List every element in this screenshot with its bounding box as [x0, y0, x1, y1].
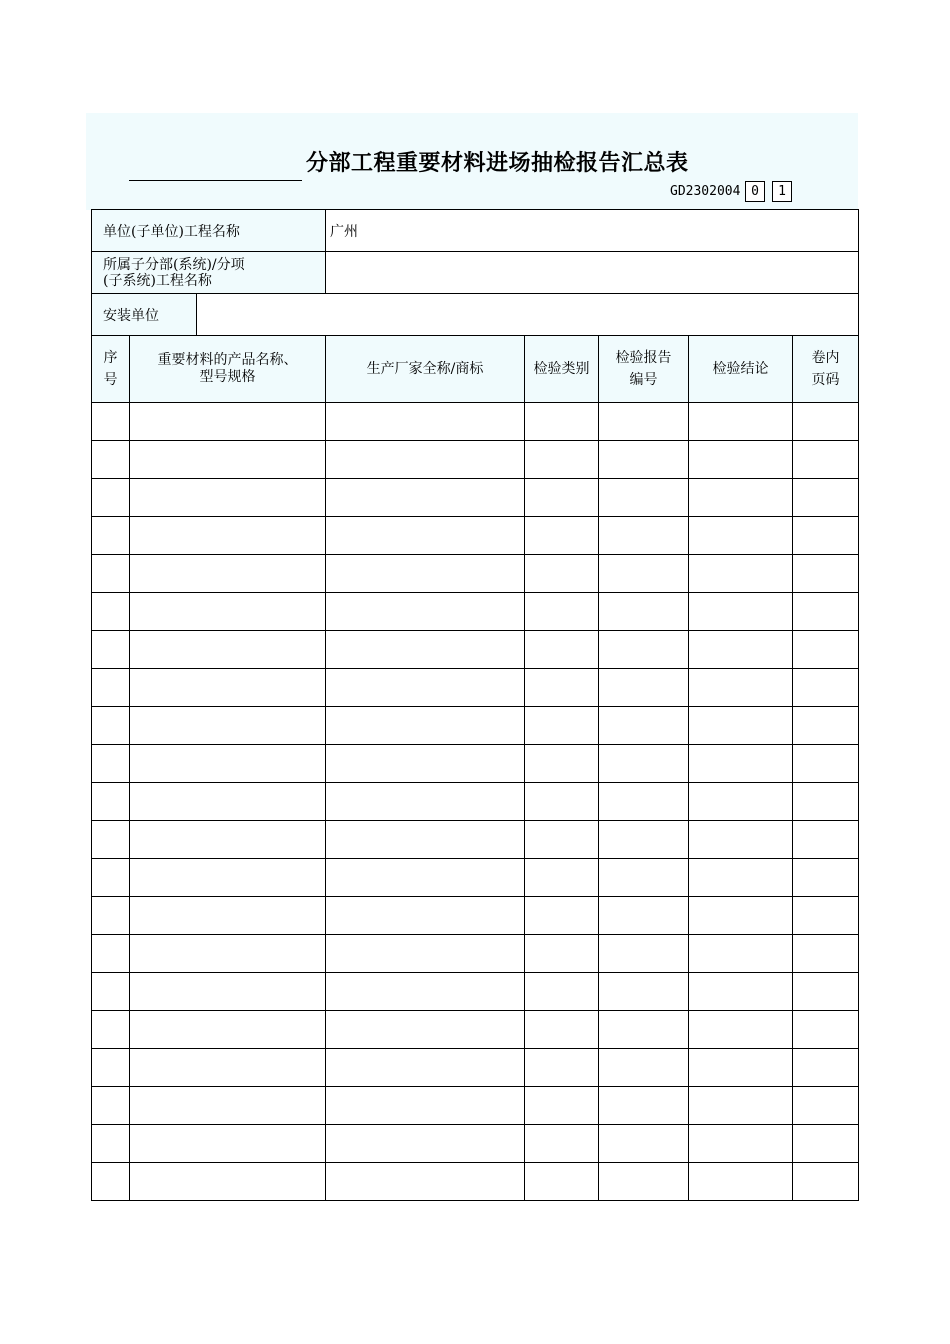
table-row — [92, 783, 859, 821]
cell-material[interactable] — [130, 555, 326, 593]
cell-manufacturer[interactable] — [326, 517, 525, 555]
cell-inspect-type[interactable] — [525, 783, 599, 821]
cell-manufacturer[interactable] — [326, 707, 525, 745]
cell-manufacturer[interactable] — [326, 631, 525, 669]
cell-page[interactable] — [793, 745, 859, 783]
cell-inspect-type[interactable] — [525, 1163, 599, 1201]
data-rows — [92, 403, 859, 1201]
cell-page[interactable] — [793, 859, 859, 897]
title-blank-line[interactable] — [129, 180, 302, 181]
cell-conclusion[interactable] — [689, 1087, 793, 1125]
cell-seq[interactable] — [92, 441, 130, 479]
cell-conclusion[interactable] — [689, 1049, 793, 1087]
cell-conclusion[interactable] — [689, 935, 793, 973]
cell-report-no[interactable] — [599, 821, 689, 859]
cell-conclusion[interactable] — [689, 631, 793, 669]
cell-seq[interactable] — [92, 403, 130, 441]
table-row — [92, 745, 859, 783]
cell-page[interactable] — [793, 555, 859, 593]
cell-material[interactable] — [130, 897, 326, 935]
cell-conclusion[interactable] — [689, 1125, 793, 1163]
cell-seq[interactable] — [92, 707, 130, 745]
table-row — [92, 1163, 859, 1201]
cell-material[interactable] — [130, 707, 326, 745]
cell-material[interactable] — [130, 441, 326, 479]
table-row — [92, 441, 859, 479]
cell-conclusion[interactable] — [689, 1011, 793, 1049]
cell-conclusion[interactable] — [689, 403, 793, 441]
sub-division-label — [92, 252, 326, 294]
col-seq-line1: 序 — [103, 350, 118, 366]
table-row — [92, 403, 859, 441]
cell-inspect-type[interactable] — [525, 1049, 599, 1087]
cell-manufacturer[interactable] — [326, 479, 525, 517]
cell-page[interactable] — [793, 479, 859, 517]
col-manufacturer-header: 生产厂家全称/商标 — [326, 336, 525, 403]
cell-material[interactable] — [130, 973, 326, 1011]
install-unit-row — [92, 294, 859, 336]
cell-page[interactable] — [793, 669, 859, 707]
cell-conclusion[interactable] — [689, 517, 793, 555]
cell-conclusion[interactable] — [689, 745, 793, 783]
col-material-header — [130, 336, 326, 403]
cell-inspect-type[interactable] — [525, 935, 599, 973]
cell-material[interactable] — [130, 479, 326, 517]
col-seq-line2: 号 — [103, 372, 118, 388]
col-report-no-line2: 编号 — [629, 372, 658, 388]
summary-form — [91, 209, 859, 1201]
cell-page[interactable] — [793, 783, 859, 821]
cell-report-no[interactable] — [599, 1087, 689, 1125]
cell-inspect-type[interactable] — [525, 593, 599, 631]
cell-report-no[interactable] — [599, 669, 689, 707]
cell-inspect-type[interactable] — [525, 897, 599, 935]
cell-report-no[interactable] — [599, 517, 689, 555]
cell-inspect-type[interactable] — [525, 403, 599, 441]
cell-manufacturer[interactable] — [326, 669, 525, 707]
col-conclusion-header: 检验结论 — [689, 336, 793, 403]
cell-material[interactable] — [130, 1163, 326, 1201]
cell-report-no[interactable] — [599, 707, 689, 745]
cell-material[interactable] — [130, 1049, 326, 1087]
cell-conclusion[interactable] — [689, 859, 793, 897]
cell-conclusion[interactable] — [689, 555, 793, 593]
table-row — [92, 973, 859, 1011]
cell-material[interactable] — [130, 403, 326, 441]
cell-manufacturer[interactable] — [326, 783, 525, 821]
cell-material[interactable] — [130, 1011, 326, 1049]
cell-manufacturer[interactable] — [326, 897, 525, 935]
table-row — [92, 631, 859, 669]
cell-page[interactable] — [793, 1163, 859, 1201]
cell-seq[interactable] — [92, 897, 130, 935]
cell-report-no[interactable] — [599, 783, 689, 821]
cell-material[interactable] — [130, 1125, 326, 1163]
cell-report-no[interactable] — [599, 555, 689, 593]
cell-report-no[interactable] — [599, 1125, 689, 1163]
cell-material[interactable] — [130, 783, 326, 821]
cell-seq[interactable] — [92, 517, 130, 555]
cell-report-no[interactable] — [599, 479, 689, 517]
cell-seq[interactable] — [92, 479, 130, 517]
col-page-line1: 卷内 — [811, 350, 840, 366]
table-row — [92, 517, 859, 555]
cell-page[interactable] — [793, 441, 859, 479]
cell-report-no[interactable] — [599, 1011, 689, 1049]
cell-manufacturer[interactable] — [326, 593, 525, 631]
table-row — [92, 859, 859, 897]
table-row — [92, 669, 859, 707]
cell-page[interactable] — [793, 1087, 859, 1125]
cell-conclusion[interactable] — [689, 1163, 793, 1201]
page-title: 分部工程重要材料进场抽检报告汇总表 — [306, 151, 689, 176]
col-report-no-line1: 检验报告 — [615, 350, 672, 366]
col-material-line2: 型号规格 — [199, 369, 256, 385]
cell-page[interactable] — [793, 1049, 859, 1087]
cell-report-no[interactable] — [599, 897, 689, 935]
sub-division-label-line1: 所属子分部(系统)/分项 — [103, 256, 245, 273]
col-page-header — [793, 336, 859, 403]
cell-conclusion[interactable] — [689, 707, 793, 745]
table-row — [92, 1087, 859, 1125]
cell-manufacturer[interactable] — [326, 821, 525, 859]
cell-conclusion[interactable] — [689, 593, 793, 631]
cell-inspect-type[interactable] — [525, 555, 599, 593]
cell-inspect-type[interactable] — [525, 1087, 599, 1125]
cell-manufacturer[interactable] — [326, 1125, 525, 1163]
cell-material[interactable] — [130, 517, 326, 555]
install-unit-field[interactable] — [197, 294, 859, 336]
cell-inspect-type[interactable] — [525, 745, 599, 783]
cell-seq[interactable] — [92, 1087, 130, 1125]
cell-inspect-type[interactable] — [525, 1011, 599, 1049]
cell-inspect-type[interactable] — [525, 517, 599, 555]
cell-inspect-type[interactable] — [525, 441, 599, 479]
cell-seq[interactable] — [92, 555, 130, 593]
cell-page[interactable] — [793, 935, 859, 973]
cell-inspect-type[interactable] — [525, 821, 599, 859]
sub-division-row — [92, 252, 859, 294]
cell-material[interactable] — [130, 631, 326, 669]
table-row — [92, 479, 859, 517]
cell-material[interactable] — [130, 669, 326, 707]
cell-seq[interactable] — [92, 631, 130, 669]
table-row — [92, 935, 859, 973]
col-material-line1: 重要材料的产品名称、 — [157, 352, 298, 368]
cell-manufacturer[interactable] — [326, 935, 525, 973]
cell-report-no[interactable] — [599, 631, 689, 669]
cell-page[interactable] — [793, 1125, 859, 1163]
cell-manufacturer[interactable] — [326, 1087, 525, 1125]
table-row — [92, 821, 859, 859]
cell-conclusion[interactable] — [689, 441, 793, 479]
cell-report-no[interactable] — [599, 1049, 689, 1087]
cell-seq[interactable] — [92, 935, 130, 973]
cell-page[interactable] — [793, 973, 859, 1011]
cell-report-no[interactable] — [599, 441, 689, 479]
unit-project-label: 单位(子单位)工程名称 — [92, 210, 326, 252]
cell-seq[interactable] — [92, 859, 130, 897]
cell-report-no[interactable] — [599, 859, 689, 897]
cell-page[interactable] — [793, 707, 859, 745]
col-page-line2: 页码 — [811, 372, 840, 388]
cell-material[interactable] — [130, 593, 326, 631]
cell-conclusion[interactable] — [689, 783, 793, 821]
cell-manufacturer[interactable] — [326, 859, 525, 897]
code-box-2[interactable]: 1 — [772, 181, 792, 202]
cell-inspect-type[interactable] — [525, 479, 599, 517]
cell-seq[interactable] — [92, 821, 130, 859]
cell-seq[interactable] — [92, 783, 130, 821]
cell-inspect-type[interactable] — [525, 707, 599, 745]
cell-page[interactable] — [793, 1011, 859, 1049]
cell-material[interactable] — [130, 745, 326, 783]
cell-conclusion[interactable] — [689, 479, 793, 517]
cell-manufacturer[interactable] — [326, 555, 525, 593]
cell-report-no[interactable] — [599, 745, 689, 783]
cell-seq[interactable] — [92, 669, 130, 707]
cell-page[interactable] — [793, 897, 859, 935]
table-row — [92, 897, 859, 935]
cell-manufacturer[interactable] — [326, 1011, 525, 1049]
table-row — [92, 1011, 859, 1049]
install-unit-label: 安装单位 — [92, 294, 197, 336]
cell-seq[interactable] — [92, 1125, 130, 1163]
cell-manufacturer[interactable] — [326, 403, 525, 441]
unit-project-row — [92, 210, 859, 252]
code-box-1[interactable]: 0 — [745, 181, 765, 202]
cell-seq[interactable] — [92, 1011, 130, 1049]
cell-report-no[interactable] — [599, 973, 689, 1011]
cell-report-no[interactable] — [599, 1163, 689, 1201]
cell-conclusion[interactable] — [689, 897, 793, 935]
table-row — [92, 1049, 859, 1087]
cell-page[interactable] — [793, 403, 859, 441]
cell-conclusion[interactable] — [689, 973, 793, 1011]
col-report-no-header — [599, 336, 689, 403]
table-row — [92, 593, 859, 631]
table-row — [92, 555, 859, 593]
cell-inspect-type[interactable] — [525, 973, 599, 1011]
cell-report-no[interactable] — [599, 403, 689, 441]
cell-page[interactable] — [793, 821, 859, 859]
cell-manufacturer[interactable] — [326, 745, 525, 783]
cell-inspect-type[interactable] — [525, 669, 599, 707]
cell-manufacturer[interactable] — [326, 441, 525, 479]
cell-report-no[interactable] — [599, 593, 689, 631]
cell-inspect-type[interactable] — [525, 631, 599, 669]
table-row — [92, 1125, 859, 1163]
cell-material[interactable] — [130, 821, 326, 859]
cell-seq[interactable] — [92, 745, 130, 783]
cell-page[interactable] — [793, 631, 859, 669]
unit-project-field[interactable]: 广州 — [326, 210, 859, 252]
cell-seq[interactable] — [92, 1163, 130, 1201]
col-inspect-type-header: 检验类别 — [525, 336, 599, 403]
cell-inspect-type[interactable] — [525, 1125, 599, 1163]
cell-manufacturer[interactable] — [326, 1163, 525, 1201]
col-seq-header — [92, 336, 130, 403]
cell-report-no[interactable] — [599, 935, 689, 973]
cell-manufacturer[interactable] — [326, 1049, 525, 1087]
table-row — [92, 707, 859, 745]
cell-conclusion[interactable] — [689, 669, 793, 707]
cell-conclusion[interactable] — [689, 821, 793, 859]
cell-seq[interactable] — [92, 973, 130, 1011]
cell-page[interactable] — [793, 517, 859, 555]
cell-seq[interactable] — [92, 1049, 130, 1087]
form-code: GD2302004 — [670, 184, 741, 199]
cell-page[interactable] — [793, 593, 859, 631]
cell-material[interactable] — [130, 1087, 326, 1125]
cell-seq[interactable] — [92, 593, 130, 631]
column-header-row — [92, 336, 859, 403]
cell-material[interactable] — [130, 935, 326, 973]
cell-material[interactable] — [130, 859, 326, 897]
sub-division-field[interactable] — [326, 252, 859, 294]
cell-manufacturer[interactable] — [326, 973, 525, 1011]
cell-inspect-type[interactable] — [525, 859, 599, 897]
sub-division-label-line2: (子系统)工程名称 — [103, 272, 212, 289]
